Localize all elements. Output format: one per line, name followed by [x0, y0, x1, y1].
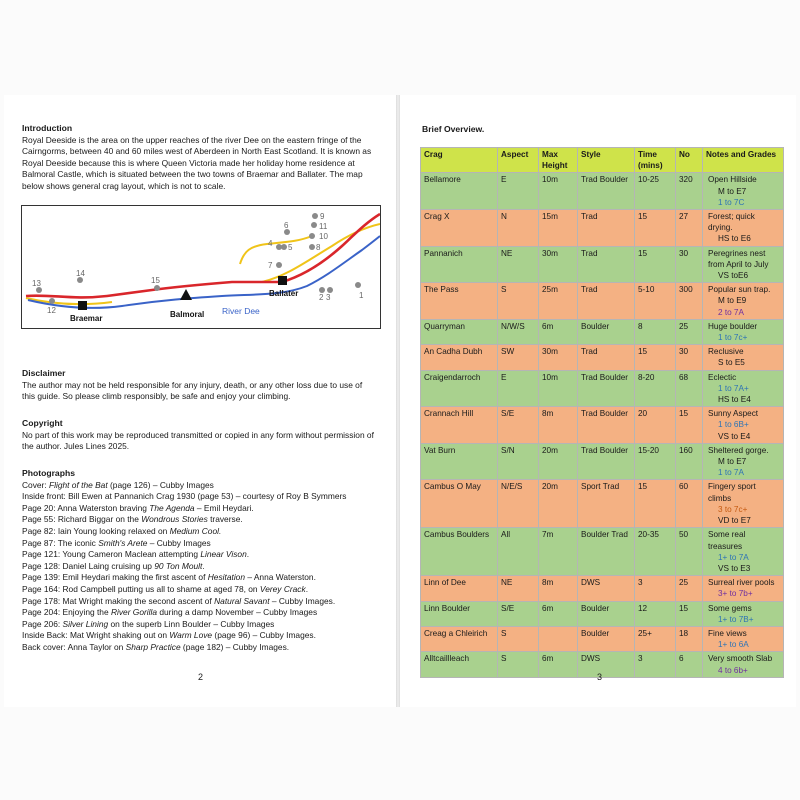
introduction-section — [22, 123, 377, 193]
note-text: Eclectic — [708, 372, 737, 382]
cell-style: Sport Trad — [578, 480, 635, 528]
note-text: Reclusive — [708, 347, 744, 357]
photo-route-name: Hesitation — [207, 572, 245, 583]
table-row — [421, 407, 784, 444]
cell-crag: Crag X — [421, 210, 498, 247]
crag-dot — [154, 285, 160, 291]
note-text: Sheltered gorge. — [708, 445, 769, 455]
page-number-right: 3 — [597, 672, 603, 682]
cell-no: 60 — [676, 480, 703, 528]
col-height: Max Height — [539, 148, 578, 173]
grade-range: 1 to 7c+ — [718, 333, 748, 343]
photo-route-name: Flight of the Bat — [49, 479, 108, 490]
cell-time: 15 — [635, 480, 676, 528]
cell-style: Trad Boulder — [578, 443, 635, 480]
note-text: Fingery sport climbs — [708, 482, 756, 503]
grade-range: 1 to 7A — [718, 468, 744, 478]
cell-style: Boulder Trad — [578, 528, 635, 576]
cell-aspect: SW — [498, 345, 539, 370]
photo-credit-line — [22, 572, 377, 584]
note-text: Popular sun trap. — [708, 285, 771, 295]
photo-route-name: Smith's Arete — [98, 537, 148, 548]
grade-range: VS to E3 — [718, 563, 751, 573]
photo-credit-text: Page 128: Daniel Laing cruising up — [22, 560, 155, 571]
introduction-text: Royal Deeside is the area on the upper reaches of the river Dee on the eastern fringe of the Cairngorms, between 40 and 60 miles west of Aberdeen in North East Scotland. It is known as Royal Deeside because this is where Queen Victoria made her holiday home residence at Balmoral Castle, which is situated between the two towns of Braemar and Ballater. The map below shows general crag layout, which is not to scale. — [22, 134, 372, 191]
grade-range: 1 to 7A+ — [718, 383, 749, 393]
note-text: Peregrines nest from April to July — [708, 248, 769, 269]
photo-credit-line — [22, 480, 377, 492]
table-body — [421, 173, 784, 677]
cell-no: 25 — [676, 576, 703, 601]
photo-credit-text: Back cover: Anna Taylor on — [22, 641, 126, 652]
cell-crag: Alltcaillleach — [421, 652, 498, 677]
crag-overview-table — [420, 147, 784, 678]
grade-range: 1+ to 7A — [718, 552, 749, 562]
photo-credit-text: during a damp November – Cubby Images — [157, 607, 318, 618]
cell-style: Trad — [578, 345, 635, 370]
cell-crag: An Cadha Dubh — [421, 345, 498, 370]
cell-time: 3 — [635, 576, 676, 601]
photo-credit-line — [22, 491, 377, 503]
photo-credit-text: Inside front: Bill Ewen at Pannanich Crag 1930 (page 53) – courtesy of Roy B Symmers — [22, 491, 347, 502]
col-no: No — [676, 148, 703, 173]
photo-credit-text: (page 96) – Cubby Images. — [212, 630, 316, 641]
photographs-list — [22, 480, 377, 654]
photo-route-name: Warm Love — [169, 630, 213, 641]
photo-credit-text: (page 126) – Cubby Images — [107, 479, 214, 490]
cell-no: 50 — [676, 528, 703, 576]
cell-aspect: S — [498, 283, 539, 320]
cell-crag: Cambus Boulders — [421, 528, 498, 576]
ballater-marker — [278, 276, 287, 285]
cell-style: Boulder — [578, 626, 635, 651]
grade-range: HS to E4 — [718, 395, 751, 405]
photo-credit-line — [22, 619, 377, 631]
cell-crag: Creag a Chleirich — [421, 626, 498, 651]
photo-credit-text: – Cubby Images — [147, 537, 211, 548]
cell-height: 8m — [539, 407, 578, 444]
cell-crag: Linn Boulder — [421, 601, 498, 626]
balmoral-label: Balmoral — [170, 310, 205, 319]
cell-no: 25 — [676, 319, 703, 344]
crag-dot — [309, 244, 315, 250]
cell-no: 160 — [676, 443, 703, 480]
photographs-section — [22, 468, 377, 654]
note-text: Fine views — [708, 628, 747, 638]
cell-crag: Bellamore — [421, 173, 498, 210]
crag-number: 6 — [284, 221, 289, 230]
cell-height: 10m — [539, 370, 578, 407]
photo-route-name: Silver Lining — [62, 618, 109, 629]
cell-height: 10m — [539, 173, 578, 210]
table-row — [421, 370, 784, 407]
grade-range: VD to E7 — [718, 516, 751, 526]
table-row — [421, 345, 784, 370]
grade-range: 2 to 7A — [718, 307, 744, 317]
photo-credit-text: . — [246, 549, 250, 560]
grade-range: VS to E4 — [718, 431, 751, 441]
cell-aspect: S — [498, 652, 539, 677]
cell-style: DWS — [578, 652, 635, 677]
crag-number: 2 — [319, 293, 324, 302]
cell-height: 20m — [539, 443, 578, 480]
photo-credit-text: – Emil Heydari. — [194, 502, 254, 513]
disclaimer-text: The author may not be held responsible for any injury, death, or any other loss due to use of this guide. So please climb responsibly, be safe and enjoy your climbing. — [22, 379, 363, 402]
cell-no: 30 — [676, 246, 703, 283]
table-row — [421, 528, 784, 576]
cell-aspect: NE — [498, 576, 539, 601]
cell-notes — [703, 652, 784, 677]
grade-range: 1+ to 6A — [718, 640, 749, 650]
photo-credit-text: (page 182) – Cubby Images. — [180, 641, 290, 652]
photo-credit-line — [22, 596, 377, 608]
cell-height: 7m — [539, 528, 578, 576]
cell-time: 3 — [635, 652, 676, 677]
crag-dot — [355, 282, 361, 288]
cell-aspect: S/E — [498, 601, 539, 626]
cell-notes — [703, 345, 784, 370]
cell-time: 10-25 — [635, 173, 676, 210]
cell-style: Trad Boulder — [578, 173, 635, 210]
note-text: Some gems — [708, 603, 752, 613]
cell-aspect: S — [498, 626, 539, 651]
note-text: Huge boulder — [708, 321, 758, 331]
cell-notes — [703, 246, 784, 283]
photo-credit-text: Page 82: Iain Young looking relaxed on — [22, 525, 170, 536]
col-style: Style — [578, 148, 635, 173]
table-row — [421, 173, 784, 210]
river-label: River Dee — [222, 306, 260, 316]
photo-credit-text: – Anna Waterston. — [245, 572, 316, 583]
cell-style: Boulder — [578, 601, 635, 626]
photo-credit-text: . — [305, 583, 309, 594]
table-row — [421, 246, 784, 283]
map-graphic — [22, 206, 380, 328]
crag-map — [21, 205, 381, 329]
cell-time: 25+ — [635, 626, 676, 651]
photo-credit-line — [22, 642, 377, 654]
photo-credit-line — [22, 538, 377, 550]
photo-credit-line — [22, 526, 377, 538]
cell-height: 15m — [539, 210, 578, 247]
photographs-heading: Photographs — [22, 468, 75, 478]
photo-credit-text: Page 206: — [22, 618, 63, 629]
braemar-label: Braemar — [70, 314, 103, 323]
cell-crag: Linn of Dee — [421, 576, 498, 601]
cell-time: 12 — [635, 601, 676, 626]
photo-credit-text: Page 178: Mat Wright making the second ascent of — [22, 595, 215, 606]
grade-range: 3 to 7c+ — [718, 504, 748, 514]
cell-time: 20 — [635, 407, 676, 444]
photo-route-name: Sharp Practice — [125, 641, 181, 652]
grade-range: HS to E6 — [718, 234, 751, 244]
cell-no: 320 — [676, 173, 703, 210]
cell-aspect: All — [498, 528, 539, 576]
cell-notes — [703, 576, 784, 601]
cell-crag: Pannanich — [421, 246, 498, 283]
cell-time: 15 — [635, 210, 676, 247]
disclaimer-heading: Disclaimer — [22, 368, 66, 378]
cell-time: 5-10 — [635, 283, 676, 320]
photo-route-name: The Agenda — [149, 502, 195, 513]
copyright-text: No part of this work may be reproduced transmitted or copied in any form without permission of the author. Jules Lines 2025. — [22, 429, 374, 452]
grade-range: S to E5 — [718, 358, 745, 368]
note-text: Sunny Aspect — [708, 409, 759, 419]
photo-credit-text: . — [202, 560, 205, 571]
crag-number: 7 — [268, 261, 273, 270]
photo-credit-line — [22, 549, 377, 561]
table-row — [421, 443, 784, 480]
photo-credit-text: Page 55: Richard Biggar on the — [22, 514, 142, 525]
cell-no: 27 — [676, 210, 703, 247]
cell-no: 300 — [676, 283, 703, 320]
photo-credit-text: Page 20: Anna Waterston braving — [22, 502, 150, 513]
introduction-heading: Introduction — [22, 123, 73, 133]
cell-aspect: NE — [498, 246, 539, 283]
table-header-row — [421, 148, 784, 173]
grade-range: VS toE6 — [718, 271, 749, 281]
cell-no: 30 — [676, 345, 703, 370]
copyright-section — [22, 418, 377, 453]
cell-height: 30m — [539, 246, 578, 283]
cell-aspect: E — [498, 173, 539, 210]
cell-style: Trad Boulder — [578, 407, 635, 444]
cell-no: 68 — [676, 370, 703, 407]
grade-range: 4 to 6b+ — [718, 665, 748, 675]
photo-credit-text: Inside Back: Mat Wright shaking out on — [22, 630, 170, 641]
table-row — [421, 319, 784, 344]
crag-number: 14 — [76, 269, 85, 278]
crag-dot — [309, 233, 315, 239]
photo-credit-text: – Cubby Images. — [269, 595, 336, 606]
grade-range: 1 to 6B+ — [718, 420, 749, 430]
overview-title: Brief Overview. — [422, 124, 485, 134]
col-crag: Crag — [421, 148, 498, 173]
cell-time: 20-35 — [635, 528, 676, 576]
photo-route-name: Medium Cool. — [169, 525, 222, 536]
cell-height: 6m — [539, 601, 578, 626]
table-row — [421, 626, 784, 651]
crag-dot — [49, 298, 55, 304]
photo-credit-line — [22, 607, 377, 619]
photo-credit-text: Cover: — [22, 479, 49, 490]
grade-range: 1 to 7C — [718, 197, 745, 207]
cell-crag: Quarryman — [421, 319, 498, 344]
disclaimer-section — [22, 368, 377, 403]
cell-aspect: N/W/S — [498, 319, 539, 344]
note-text: Surreal river pools — [708, 578, 775, 588]
cell-notes — [703, 319, 784, 344]
cell-style: DWS — [578, 576, 635, 601]
cell-height: 30m — [539, 345, 578, 370]
cell-notes — [703, 528, 784, 576]
cell-height: 8m — [539, 576, 578, 601]
note-text: Very smooth Slab — [708, 654, 773, 664]
cell-height: 20m — [539, 480, 578, 528]
cell-crag: The Pass — [421, 283, 498, 320]
photo-credit-text: traverse. — [207, 514, 243, 525]
grade-range: M to E7 — [718, 186, 747, 196]
cell-time: 15-20 — [635, 443, 676, 480]
table-row — [421, 210, 784, 247]
crag-number: 15 — [151, 276, 160, 285]
crag-number: 1 — [359, 291, 364, 300]
cell-crag: Craigendarroch — [421, 370, 498, 407]
cell-crag: Vat Burn — [421, 443, 498, 480]
photo-route-name: Natural Savant — [214, 595, 270, 606]
crag-number: 9 — [320, 212, 325, 221]
cell-notes — [703, 480, 784, 528]
photo-credit-line — [22, 514, 377, 526]
crag-dot — [276, 262, 282, 268]
col-time: Time (mins) — [635, 148, 676, 173]
crag-number: 12 — [47, 306, 56, 315]
cell-notes — [703, 210, 784, 247]
photo-route-name: River Gorilla — [110, 607, 158, 618]
cell-no: 18 — [676, 626, 703, 651]
cell-aspect: N — [498, 210, 539, 247]
note-text: Forest; quick drying. — [708, 212, 755, 233]
cell-no: 15 — [676, 407, 703, 444]
crag-number: 3 — [326, 293, 331, 302]
col-aspect: Aspect — [498, 148, 539, 173]
crag-number: 4 — [268, 239, 273, 248]
minor-road-north — [240, 236, 312, 264]
photo-credit-line — [22, 630, 377, 642]
cell-aspect: S/N — [498, 443, 539, 480]
photo-credit-text: Page 121: Young Cameron Maclean attempting — [22, 549, 201, 560]
crag-dot — [281, 244, 287, 250]
photo-credit-text: Page 204: Enjoying the — [22, 607, 111, 618]
cell-style: Trad Boulder — [578, 370, 635, 407]
photo-credit-text: on the superb Linn Boulder – Cubby Images — [108, 618, 275, 629]
copyright-heading: Copyright — [22, 418, 63, 428]
cell-style: Boulder — [578, 319, 635, 344]
photo-credit-text: Page 164: Rod Campbell putting us all to shame at aged 78, on — [22, 583, 260, 594]
cell-time: 8-20 — [635, 370, 676, 407]
cell-style: Trad — [578, 246, 635, 283]
page-number-left: 2 — [198, 672, 204, 682]
photo-route-name: Wondrous Stories — [141, 514, 208, 525]
crag-number: 10 — [319, 232, 328, 241]
crag-dot — [312, 213, 318, 219]
table-row — [421, 601, 784, 626]
cell-notes — [703, 626, 784, 651]
table-row — [421, 576, 784, 601]
cell-height: 6m — [539, 319, 578, 344]
cell-notes — [703, 601, 784, 626]
cell-time: 15 — [635, 246, 676, 283]
right-page — [400, 95, 796, 707]
photo-route-name: Verey Crack — [259, 583, 306, 594]
photo-route-name: 90 Ton Moult — [154, 560, 203, 571]
cell-height: 25m — [539, 283, 578, 320]
cell-aspect: S/E — [498, 407, 539, 444]
cell-height — [539, 626, 578, 651]
photo-credit-text: Page 139: Emil Heydari making the first ascent of — [22, 572, 208, 583]
crag-number: 13 — [32, 279, 41, 288]
table-row — [421, 480, 784, 528]
cell-crag: Cambus O May — [421, 480, 498, 528]
grade-range: M to E7 — [718, 457, 747, 467]
balmoral-marker — [180, 289, 192, 300]
cell-aspect: N/E/S — [498, 480, 539, 528]
grade-range: 3+ to 7b+ — [718, 589, 753, 599]
grade-range: 1+ to 7B+ — [718, 614, 754, 624]
cell-aspect: E — [498, 370, 539, 407]
note-text: Open Hillside — [708, 175, 757, 185]
grade-range: M to E9 — [718, 296, 747, 306]
crag-number: 8 — [316, 243, 321, 252]
cell-time: 15 — [635, 345, 676, 370]
cell-no: 6 — [676, 652, 703, 677]
photo-credit-line — [22, 561, 377, 573]
crag-dot — [311, 222, 317, 228]
cell-notes — [703, 443, 784, 480]
cell-crag: Crannach Hill — [421, 407, 498, 444]
cell-notes — [703, 407, 784, 444]
note-text: Some real treasures — [708, 530, 746, 551]
cell-style: Trad — [578, 210, 635, 247]
photo-credit-line — [22, 584, 377, 596]
crag-number: 11 — [319, 222, 328, 231]
cell-notes — [703, 283, 784, 320]
cell-height: 6m — [539, 652, 578, 677]
braemar-marker — [78, 301, 87, 310]
photo-credit-line — [22, 503, 377, 515]
ballater-label: Ballater — [269, 289, 299, 298]
cell-notes — [703, 370, 784, 407]
cell-no: 15 — [676, 601, 703, 626]
table-row — [421, 283, 784, 320]
cell-time: 8 — [635, 319, 676, 344]
cell-notes — [703, 173, 784, 210]
left-page — [4, 95, 396, 707]
crag-number: 5 — [288, 243, 293, 252]
photo-credit-text: Page 87: The iconic — [22, 537, 99, 548]
cell-style: Trad — [578, 283, 635, 320]
photo-route-name: Linear Vison — [200, 549, 247, 560]
col-notes: Notes and Grades — [703, 148, 784, 173]
